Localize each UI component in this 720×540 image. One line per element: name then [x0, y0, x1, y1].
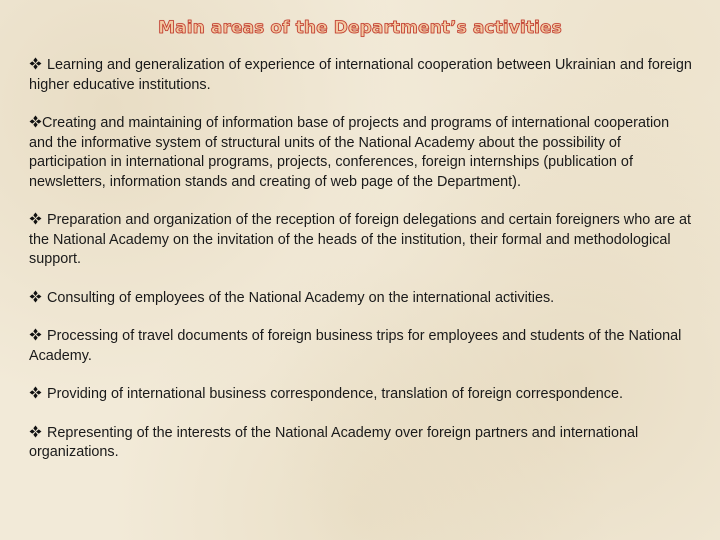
list-item — [29, 56, 695, 95]
list-item — [29, 114, 695, 192]
list-item-text: Learning and generalization of experience of international cooperation between Ukrainian and foreign higher educative institutions. — [29, 57, 692, 93]
list-item — [29, 385, 695, 405]
diamond-clover-bullet-icon — [29, 425, 42, 438]
diamond-clover-bullet-icon — [29, 115, 42, 128]
diamond-clover-bullet-icon — [29, 386, 42, 399]
list-item — [29, 424, 695, 463]
list-item-text: Representing of the interests of the National Academy over foreign partners and international organizations. — [29, 424, 639, 460]
list-item-text: Preparation and organization of the reception of foreign delegations and certain foreigners who are at the National Academy on the invitation of the heads of the institution, their formal and methodological support. — [29, 212, 692, 267]
list-item — [29, 327, 695, 366]
page-title: Main areas of the Department’s activities — [158, 18, 562, 38]
list-item-text: Consulting of employees of the National Academy on the international activities. — [47, 289, 555, 306]
list-item — [29, 211, 695, 270]
diamond-clover-bullet-icon — [29, 212, 42, 225]
list-item-text: Creating and maintaining of information base of projects and programs of international cooperation and the informative system of structural units of the National Academy about the possibility of participation in international programs, projects, conferences, foreign internships (publication of newsletters, information stands and creating of web page of the Department). — [29, 115, 670, 190]
list-item-text: Providing of international business correspondence, translation of foreign correspondence. — [47, 386, 623, 402]
diamond-clover-bullet-icon — [29, 328, 42, 341]
activities-list — [29, 56, 695, 482]
diamond-clover-bullet-icon — [29, 290, 42, 303]
list-item — [29, 289, 695, 309]
list-item-text: Processing of travel documents of foreign business trips for employees and students of the National Academy. — [29, 328, 682, 364]
diamond-clover-bullet-icon — [29, 57, 42, 70]
